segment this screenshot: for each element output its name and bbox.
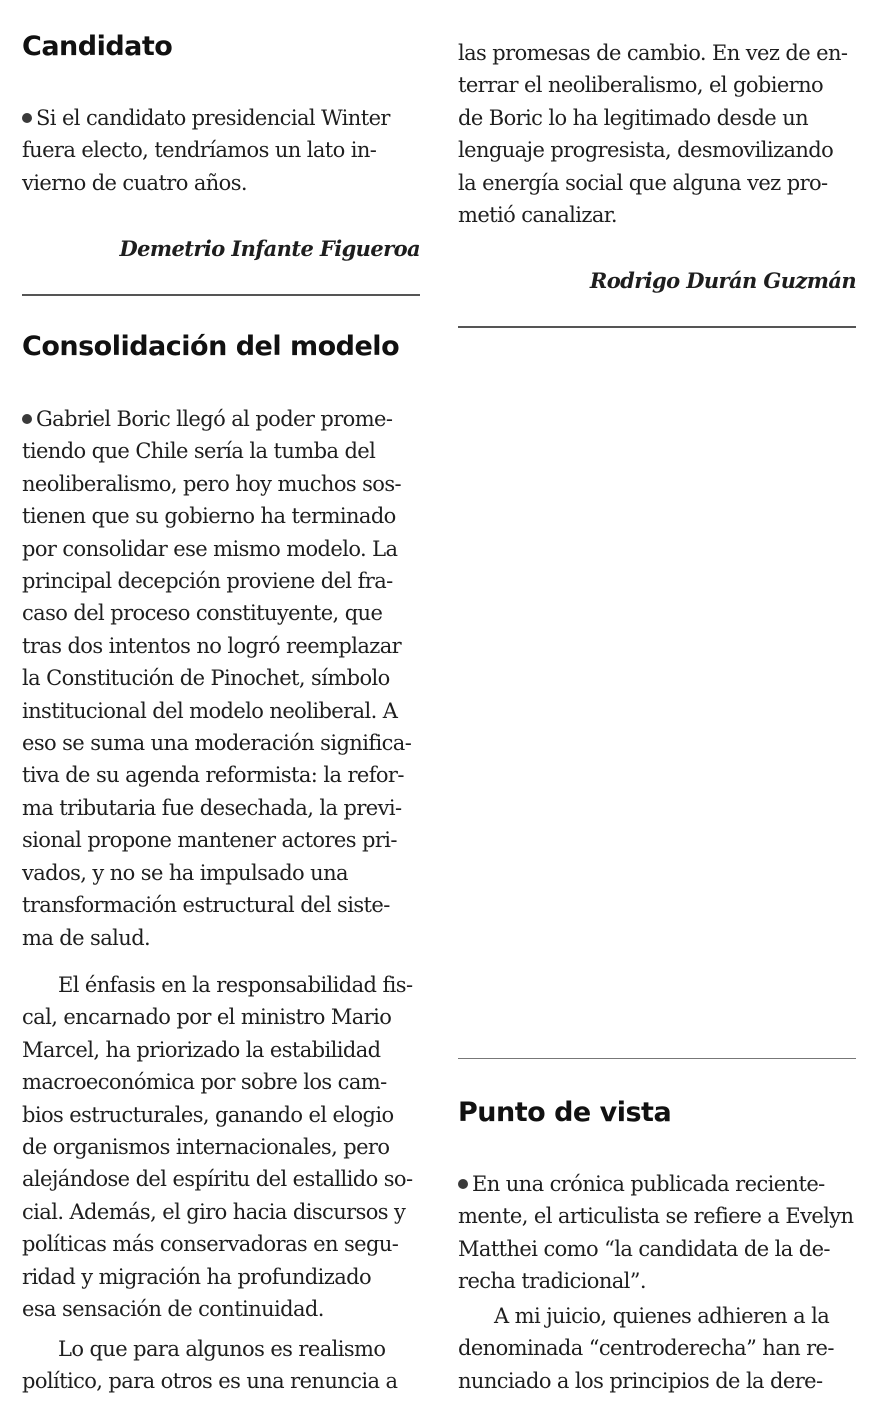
text-line: tiva de su agenda reformista: la refor- [22,763,404,788]
text-line: político, para otros es una renuncia a [22,1369,398,1394]
text-line: de Boric lo ha legitimado desde un [458,105,809,130]
signature-demetrio: Demetrio Infante Figueroa [119,236,420,261]
text-line: neoliberalismo, pero hoy muchos sos- [22,471,402,496]
text-line: la Constitución de Pinochet, símbolo [22,666,390,691]
letter-continuation [458,37,856,231]
text-line: tiendo que Chile sería la tumba del [22,439,376,464]
letter-body-consolidacion-p2 [22,969,420,1325]
text-line: A mi juicio, quienes adhieren a la [494,1304,830,1328]
text-line: nunciado a los principios de la dere- [458,1368,823,1393]
text-line: vierno de cuatro años. [22,170,247,195]
text-line: Gabriel Boric llegó al poder prome- [22,403,420,435]
text-line: por consolidar ese mismo modelo. La [22,536,398,561]
text-line: Si el candidato presidencial Winter [22,102,420,134]
text-line: institucional del modelo neoliberal. A [22,698,398,723]
text-line: cal, encarnado por el ministro Mario [22,1005,392,1030]
text-line: cial. Además, el giro hacia discursos y [22,1199,406,1224]
text-line: caso del proceso constituyente, que [22,601,383,626]
divider [22,294,420,296]
bullet-icon [22,113,32,123]
letter-body-punto-de-vista-p2 [458,1300,856,1397]
text-line: ma de salud. [22,925,151,950]
signature-rodrigo: Rodrigo Durán Guzmán [589,268,856,293]
text-line: lenguaje progresista, desmovilizando [458,138,834,163]
text-line: En una crónica publicada reciente- [458,1168,856,1200]
text-line: recha tradicional”. [458,1269,646,1294]
bullet-icon [458,1179,468,1189]
text-line: fuera electo, tendríamos un lato in- [22,138,377,163]
text-line: vados, y no se ha impulsado una [22,860,348,885]
text-line: transformación estructural del siste- [22,893,390,918]
text-line: bios estructurales, ganando el elogio [22,1102,394,1127]
letter-body-consolidacion-p3 [22,1333,420,1398]
text-line: ridad y migración ha profundizado [22,1264,372,1289]
text-line: tienen que su gobierno ha terminado [22,504,396,529]
text-line: esa sensación de continuidad. [22,1297,324,1322]
divider [458,1058,856,1059]
text-line: sional propone mantener actores pri- [22,828,397,853]
letter-heading-consolidacion: Consolidación del modelo [22,331,400,362]
text-line: eso se suma una moderación significa- [22,731,412,756]
text-line: terrar el neoliberalismo, el gobierno [458,73,824,98]
text-line: mente, el articulista se refiere a Evelyn [458,1204,854,1229]
text-line: El énfasis en la responsabilidad fis- [58,973,413,997]
divider [458,326,856,328]
letter-body-candidato [22,102,420,199]
text-line: denominada “centroderecha” han re- [458,1336,834,1361]
letter-heading-punto-de-vista: Punto de vista [458,1097,672,1128]
text-line: políticas más conservadoras en segu- [22,1232,399,1257]
text-line: ma tributaria fue desechada, la previ- [22,795,402,820]
text-line: metió canalizar. [458,203,617,228]
text-line: Marcel, ha priorizado la estabilidad [22,1037,381,1062]
text-line: macroeconómica por sobre los cam- [22,1070,387,1095]
letter-body-punto-de-vista-p1 [458,1168,856,1298]
letter-heading-candidato: Candidato [22,31,173,62]
text-line: tras dos intentos no logró reemplazar [22,633,402,658]
text-line: las promesas de cambio. En vez de en- [458,41,848,65]
text-line: principal decepción proviene del fra- [22,569,393,594]
text-line: alejándose del espíritu del estallido so- [22,1167,413,1192]
text-line: Lo que para algunos es realismo [58,1337,386,1361]
text-line: de organismos internacionales, pero [22,1135,390,1160]
text-line: la energía social que alguna vez pro- [458,170,828,195]
bullet-icon [22,414,32,424]
letter-body-consolidacion-p1 [22,403,420,954]
text-line: Matthei como “la candidata de la de- [458,1236,830,1261]
